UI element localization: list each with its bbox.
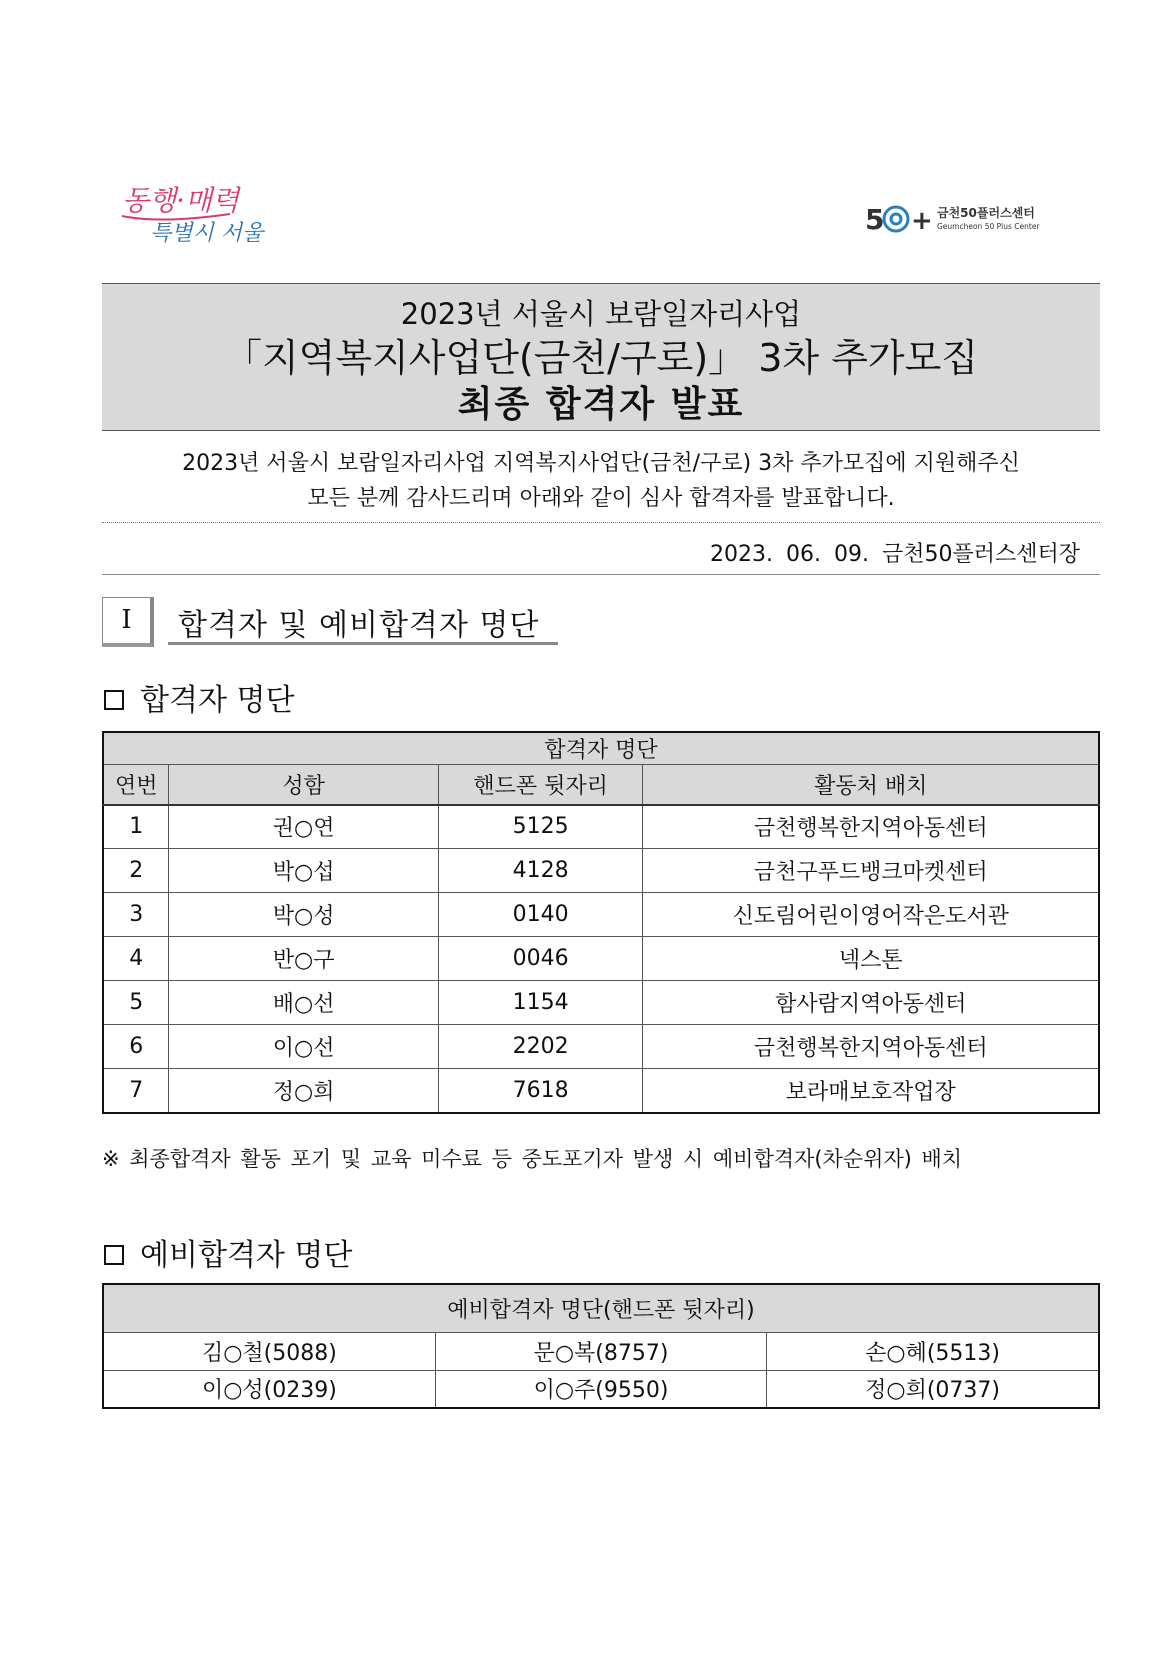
table-row xyxy=(103,893,1099,937)
reserve-table xyxy=(102,1283,1100,1409)
announcement-date: 2023. 06. 09. 금천50플러스센터장 xyxy=(710,542,1080,567)
reserve-entry: 정○희(0737) xyxy=(767,1370,1099,1408)
intro-line-2: 모든 분께 감사드리며 아래와 같이 심사 합격자를 발표합니다. xyxy=(307,486,895,511)
reserve-table-caption: 예비합격자 명단(핸드폰 뒷자리) xyxy=(103,1284,1099,1332)
svg-text:+: + xyxy=(911,206,933,236)
reserve-heading xyxy=(104,1230,352,1274)
row-placement: 넥스톤 xyxy=(643,937,1099,981)
row-no: 1 xyxy=(103,805,169,849)
reserve-entry: 문○복(8757) xyxy=(435,1332,766,1370)
table-row xyxy=(103,937,1099,981)
row-name: 권○연 xyxy=(169,805,438,849)
row-placement: 신도림어린이영어작은도서관 xyxy=(643,893,1099,937)
reserve-heading-text: 예비합격자 명단 xyxy=(140,1238,353,1273)
row-phone: 7618 xyxy=(438,1069,643,1113)
table-row xyxy=(103,1332,1099,1370)
logo-slogan-line2: 특별시 서울 xyxy=(150,221,264,246)
row-phone: 0046 xyxy=(438,937,643,981)
checkbox-square-icon xyxy=(104,1245,124,1265)
table-row xyxy=(103,805,1099,849)
row-name: 박○성 xyxy=(169,893,438,937)
logo-name-en: Geumcheon 50 Plus Center xyxy=(937,222,1040,231)
row-no: 5 xyxy=(103,981,169,1025)
reserve-entry: 이○성(0239) xyxy=(103,1370,435,1408)
row-phone: 0140 xyxy=(438,893,643,937)
section-title: 합격자 및 예비합격자 명단 xyxy=(178,608,540,643)
row-no: 7 xyxy=(103,1069,169,1113)
row-no: 2 xyxy=(103,849,169,893)
reserve-entry: 손○혜(5513) xyxy=(767,1332,1099,1370)
geumcheon-50plus-logo xyxy=(865,198,1065,238)
row-no: 6 xyxy=(103,1025,169,1069)
dotted-divider xyxy=(102,522,1100,523)
seoul-slogan-logo xyxy=(120,180,280,250)
row-placement: 금천구푸드뱅크마켓센터 xyxy=(643,849,1099,893)
column-header-no: 연번 xyxy=(103,765,169,805)
row-placement: 보라매보호작업장 xyxy=(643,1069,1099,1113)
title-line-2: 「지역복지사업단(금천/구로)」 3차 추가모집 xyxy=(223,336,979,380)
column-header-placement: 활동처 배치 xyxy=(643,765,1099,805)
logo-slogan-line1: 동행·매력 xyxy=(122,184,240,217)
row-no: 3 xyxy=(103,893,169,937)
divider xyxy=(102,574,1100,575)
title-line-3: 최종 합격자 발표 xyxy=(457,384,745,425)
table-row xyxy=(103,1370,1099,1408)
row-phone: 1154 xyxy=(438,981,643,1025)
row-name: 정○희 xyxy=(169,1069,438,1113)
row-placement: 함사람지역아동센터 xyxy=(643,981,1099,1025)
row-name: 박○섭 xyxy=(169,849,438,893)
table-row xyxy=(103,849,1099,893)
row-name: 이○선 xyxy=(169,1025,438,1069)
row-name: 반○구 xyxy=(169,937,438,981)
passed-table xyxy=(102,731,1100,1114)
checkbox-square-icon xyxy=(104,690,124,710)
row-placement: 금천행복한지역아동센터 xyxy=(643,805,1099,849)
passed-heading-text: 합격자 명단 xyxy=(140,683,295,718)
reserve-note: ※ 최종합격자 활동 포기 및 교육 미수료 등 중도포기자 발생 시 예비합격자(차순위자) 배치 xyxy=(102,1147,963,1171)
row-placement: 금천행복한지역아동센터 xyxy=(643,1025,1099,1069)
intro-line-1: 2023년 서울시 보람일자리사업 지역복지사업단(금천/구로) 3차 추가모집에 지원해주신 xyxy=(182,451,1020,476)
column-header-name: 성함 xyxy=(169,765,438,805)
passed-table-caption: 합격자 명단 xyxy=(103,732,1099,765)
table-row xyxy=(103,981,1099,1025)
row-phone: 5125 xyxy=(438,805,643,849)
passed-heading xyxy=(104,675,294,719)
row-name: 배○선 xyxy=(169,981,438,1025)
section-underline xyxy=(168,642,558,645)
table-row xyxy=(103,1069,1099,1113)
section-number: Ⅰ xyxy=(102,597,154,647)
reserve-entry: 이○주(9550) xyxy=(435,1370,766,1408)
svg-text:5: 5 xyxy=(865,203,885,236)
title-banner xyxy=(102,283,1100,431)
column-header-phone: 핸드폰 뒷자리 xyxy=(438,765,643,805)
title-line-1: 2023년 서울시 보람일자리사업 xyxy=(400,297,802,331)
reserve-entry: 김○철(5088) xyxy=(103,1332,435,1370)
row-phone: 4128 xyxy=(438,849,643,893)
row-no: 4 xyxy=(103,937,169,981)
row-phone: 2202 xyxy=(438,1025,643,1069)
logo-name-ko: 금천50플러스센터 xyxy=(937,206,1035,220)
table-row xyxy=(103,1025,1099,1069)
